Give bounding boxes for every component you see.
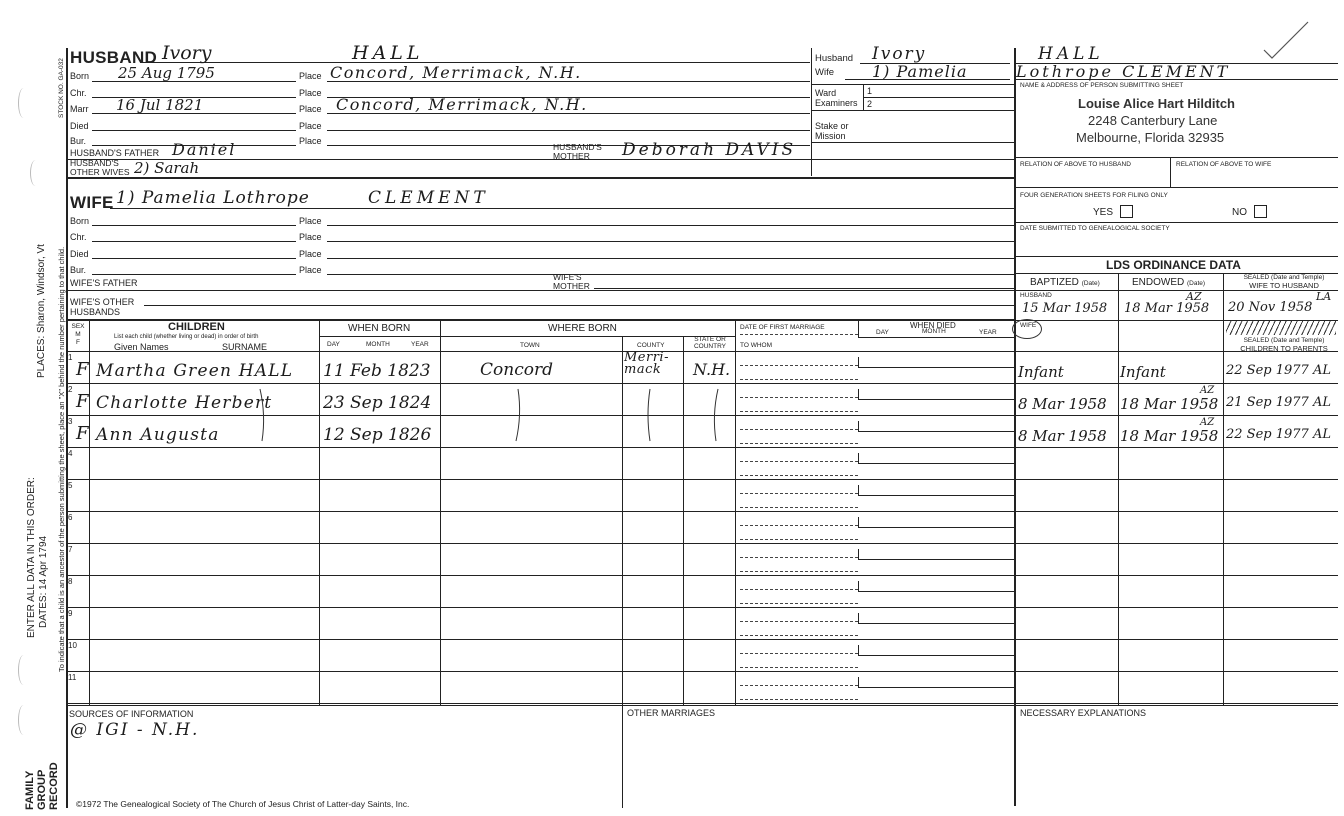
- child-name: Ann Augusta: [96, 425, 220, 445]
- when-born-day-label: DAY: [327, 341, 340, 348]
- wife-chr-label: Chr.: [70, 232, 87, 242]
- punch-hole-mark: [18, 655, 29, 685]
- husband-marr-label: Marr: [70, 104, 89, 114]
- panel-examiner-1: 1: [867, 86, 873, 96]
- margin-enter-all: ENTER ALL DATA IN THIS ORDER:: [26, 477, 37, 638]
- submitter-street: 2248 Canterbury Lane: [1088, 113, 1218, 128]
- panel-wife-label: Wife: [815, 67, 834, 78]
- husband-mother-label: HUSBAND'S MOTHER: [553, 142, 602, 161]
- children-sex-label: SEX M F: [71, 323, 85, 346]
- when-died-label: WHEN DIED: [910, 321, 956, 330]
- child-birth-town: Concord: [480, 360, 553, 380]
- lds-baptized-label: BAPTIZED (Date): [1030, 277, 1100, 288]
- wife-mother-label: WIFE'S MOTHER: [553, 272, 590, 291]
- wife-surname: CLEMENT: [368, 188, 489, 208]
- child-number: 5: [68, 481, 73, 490]
- to-whom-label: TO WHOM: [740, 342, 773, 349]
- child-number: 10: [68, 641, 77, 650]
- child-number: 2: [68, 385, 73, 394]
- lds-wife-circle: [1012, 319, 1042, 339]
- when-died-year-label: YEAR: [979, 329, 997, 336]
- wife-born-place-label: Place: [299, 216, 322, 226]
- copyright-notice: ©1972 The Genealogical Society of The Church of Jesus Christ of Latter-day Saints, Inc.: [76, 799, 410, 809]
- relation-to-wife-label: RELATION OF ABOVE TO WIFE: [1176, 161, 1272, 168]
- lds-endowed-label: ENDOWED (Date): [1132, 277, 1206, 288]
- husband-born-label: Born: [70, 71, 90, 81]
- husband-given-name: Ivory: [162, 42, 212, 64]
- husband-mother-name: Deborah DAVIS: [622, 140, 797, 160]
- where-born-town-label: TOWN: [520, 342, 540, 349]
- wife-given-name: 1) Pamelia Lothrope: [116, 188, 310, 208]
- sources-label: SOURCES OF INFORMATION: [69, 709, 194, 719]
- lds-children-hatch: [1226, 321, 1336, 335]
- husband-marr-place-label: Place: [299, 104, 322, 114]
- margin-stock-number: STOCK NO. GA-032: [58, 58, 65, 118]
- children-surname-label: SURNAME: [222, 342, 268, 352]
- husband-chr-label: Chr.: [70, 88, 87, 98]
- when-born-label: WHEN BORN: [348, 323, 411, 334]
- when-born-year-label: YEAR: [411, 341, 429, 348]
- panel-ward-label: Ward: [815, 88, 837, 98]
- wife-died-place-label: Place: [299, 249, 322, 259]
- margin-dates: DATES: 14 Apr 1794: [38, 535, 49, 628]
- where-born-label: WHERE BORN: [548, 323, 617, 334]
- child-number: 6: [68, 513, 73, 522]
- wife-bur-label: Bur.: [70, 265, 87, 275]
- punch-hole-mark: [18, 88, 29, 118]
- husband-surname: HALL: [352, 42, 424, 64]
- submitter-label: NAME & ADDRESS OF PERSON SUBMITTING SHEET: [1020, 82, 1184, 89]
- children-instruction: List each child (whether living or dead) in order of birth: [114, 334, 259, 340]
- other-marriages-label: OTHER MARRIAGES: [627, 708, 716, 718]
- lds-husband-endowed: 18 Mar 1958: [1124, 301, 1210, 316]
- child-endowed: 18 Mar 1958: [1120, 395, 1219, 413]
- date-submitted-label: DATE SUBMITTED TO GENEALOGICAL SOCIETY: [1020, 225, 1170, 232]
- child-sex: F: [76, 391, 89, 412]
- four-generation-label: FOUR GENERATION SHEETS FOR FILING ONLY: [1020, 192, 1168, 199]
- four-gen-yes-label: YES: [1093, 207, 1114, 218]
- panel-husband-label: Husband: [815, 53, 854, 64]
- panel-examiners-label: Examiners: [815, 98, 858, 108]
- husband-bur-place-label: Place: [299, 136, 322, 146]
- child-endowed: Infant: [1120, 363, 1166, 381]
- margin-places: PLACES: Sharon, Windsor, Vt: [36, 244, 47, 378]
- child-sex: F: [76, 359, 89, 380]
- lds-sealed-wife-label: SEALED (Date and Temple) WIFE TO HUSBAND: [1243, 274, 1325, 290]
- necessary-explanations-label: NECESSARY EXPLANATIONS: [1020, 708, 1147, 718]
- child-birth-county: Merri-mack: [624, 350, 669, 377]
- wife-other-husbands-label: WIFE'S OTHER HUSBANDS: [70, 297, 135, 317]
- sources-value: @ IGI - N.H.: [70, 720, 200, 740]
- husband-father-name: Daniel: [172, 140, 237, 159]
- wife-bur-place-label: Place: [299, 265, 322, 275]
- where-born-county-label: COUNTY: [637, 342, 665, 349]
- husband-bur-label: Bur.: [70, 136, 87, 146]
- first-marriage-label: DATE OF FIRST MARRIAGE: [740, 324, 825, 331]
- child-birth-date: 23 Sep 1824: [323, 393, 432, 413]
- wife-died-label: Died: [70, 249, 89, 259]
- checkmark-icon: [1262, 18, 1312, 62]
- when-born-month-label: MONTH: [366, 341, 390, 348]
- punch-hole-mark: [18, 705, 29, 735]
- four-gen-yes-checkbox[interactable]: [1120, 205, 1133, 218]
- husband-born-date: 25 Aug 1795: [118, 64, 215, 82]
- child-number: 9: [68, 609, 73, 618]
- child-number: 3: [68, 417, 73, 426]
- husband-chr-place-label: Place: [299, 88, 322, 98]
- husband-father-label: HUSBAND'S FATHER: [70, 148, 160, 158]
- submitter-city: Melbourne, Florida 32935: [1076, 130, 1225, 145]
- lds-husband-label: HUSBAND: [1020, 292, 1052, 299]
- wife-father-label: WIFE'S FATHER: [70, 278, 138, 288]
- lds-husband-baptized: 15 Mar 1958: [1022, 301, 1108, 316]
- children-given-names-label: Given Names: [114, 342, 169, 352]
- family-group-record-label: FAMILY GROUP RECORD: [24, 762, 60, 810]
- wife-heading: WIFE: [70, 193, 114, 212]
- child-number: 7: [68, 545, 73, 554]
- margin-instruction: To indicate that a child is an ancestor of the person submitting the sheet, place an "X" behind the number pertaining to that child.: [57, 246, 66, 672]
- husband-died-label: Died: [70, 121, 89, 131]
- lds-ordinance-title: LDS ORDINANCE DATA: [1106, 258, 1241, 272]
- child-number: 11: [68, 673, 77, 682]
- panel-husband-given: Ivory: [872, 44, 927, 64]
- child-baptized: 8 Mar 1958: [1018, 427, 1107, 445]
- lds-husband-sealed: 20 Nov 1958: [1228, 300, 1313, 315]
- four-gen-no-checkbox[interactable]: [1254, 205, 1267, 218]
- child-birth-state: N.H.: [693, 360, 731, 379]
- child-name: Charlotte Herbert: [96, 393, 273, 413]
- panel-wife-surname: Lothrope CLEMENT: [1016, 62, 1231, 81]
- panel-husband-surname: HALL: [1038, 44, 1104, 64]
- child-baptized: 8 Mar 1958: [1018, 395, 1107, 413]
- lds-husband-endowed-note: AZ: [1186, 290, 1202, 303]
- husband-marriage-date: 16 Jul 1821: [116, 96, 204, 114]
- when-died-day-label: DAY: [876, 329, 889, 336]
- child-sealed: 22 Sep 1977 AL: [1226, 427, 1331, 442]
- husband-born-place: Concord, Merrimack, N.H.: [330, 63, 582, 82]
- when-died-month-label: MONTH: [922, 328, 946, 335]
- husband-marriage-place: Concord, Merrimack, N.H.: [336, 95, 588, 114]
- panel-stake-label: Stake or Mission: [815, 121, 849, 141]
- panel-examiner-2: 2: [867, 99, 873, 109]
- child-number: 8: [68, 577, 73, 586]
- wife-born-label: Born: [70, 216, 90, 226]
- child-sex: F: [76, 423, 89, 444]
- child-endowed-note: AZ: [1200, 417, 1215, 428]
- child-sealed: 21 Sep 1977 AL: [1226, 395, 1331, 410]
- four-gen-no-label: NO: [1232, 207, 1247, 218]
- husband-other-wives-label: HUSBAND'S OTHER WIVES: [70, 158, 130, 177]
- where-born-state-label: STATE OR COUNTRY: [693, 336, 727, 350]
- husband-heading: HUSBAND: [70, 48, 158, 67]
- child-birth-date: 11 Feb 1823: [323, 361, 431, 381]
- submitter-name: Louise Alice Hart Hilditch: [1078, 96, 1235, 111]
- husband-born-place-label: Place: [299, 71, 322, 81]
- panel-wife-given: 1) Pamelia: [872, 62, 968, 81]
- child-number: 1: [68, 353, 73, 362]
- lds-husband-sealed-note: LA: [1316, 290, 1332, 303]
- ditto-marks: [250, 385, 730, 445]
- punch-hole-mark: [30, 160, 41, 186]
- relation-to-husband-label: RELATION OF ABOVE TO HUSBAND: [1020, 161, 1131, 168]
- child-sealed: 22 Sep 1977 AL: [1226, 363, 1331, 378]
- child-number: 4: [68, 449, 73, 458]
- lds-wife-label: WIFE: [1020, 322, 1037, 329]
- child-endowed: 18 Mar 1958: [1120, 427, 1219, 445]
- child-name: Martha Green HALL: [96, 361, 294, 381]
- wife-chr-place-label: Place: [299, 232, 322, 242]
- lds-sealed-children-label: SEALED (Date and Temple) CHILDREN TO PARENTS: [1240, 337, 1328, 353]
- children-title: CHILDREN: [168, 321, 225, 333]
- husband-other-wives: 2) Sarah: [134, 159, 200, 177]
- husband-died-place-label: Place: [299, 121, 322, 131]
- child-birth-date: 12 Sep 1826: [323, 425, 432, 445]
- child-baptized: Infant: [1018, 363, 1064, 381]
- child-endowed-note: AZ: [1200, 385, 1215, 396]
